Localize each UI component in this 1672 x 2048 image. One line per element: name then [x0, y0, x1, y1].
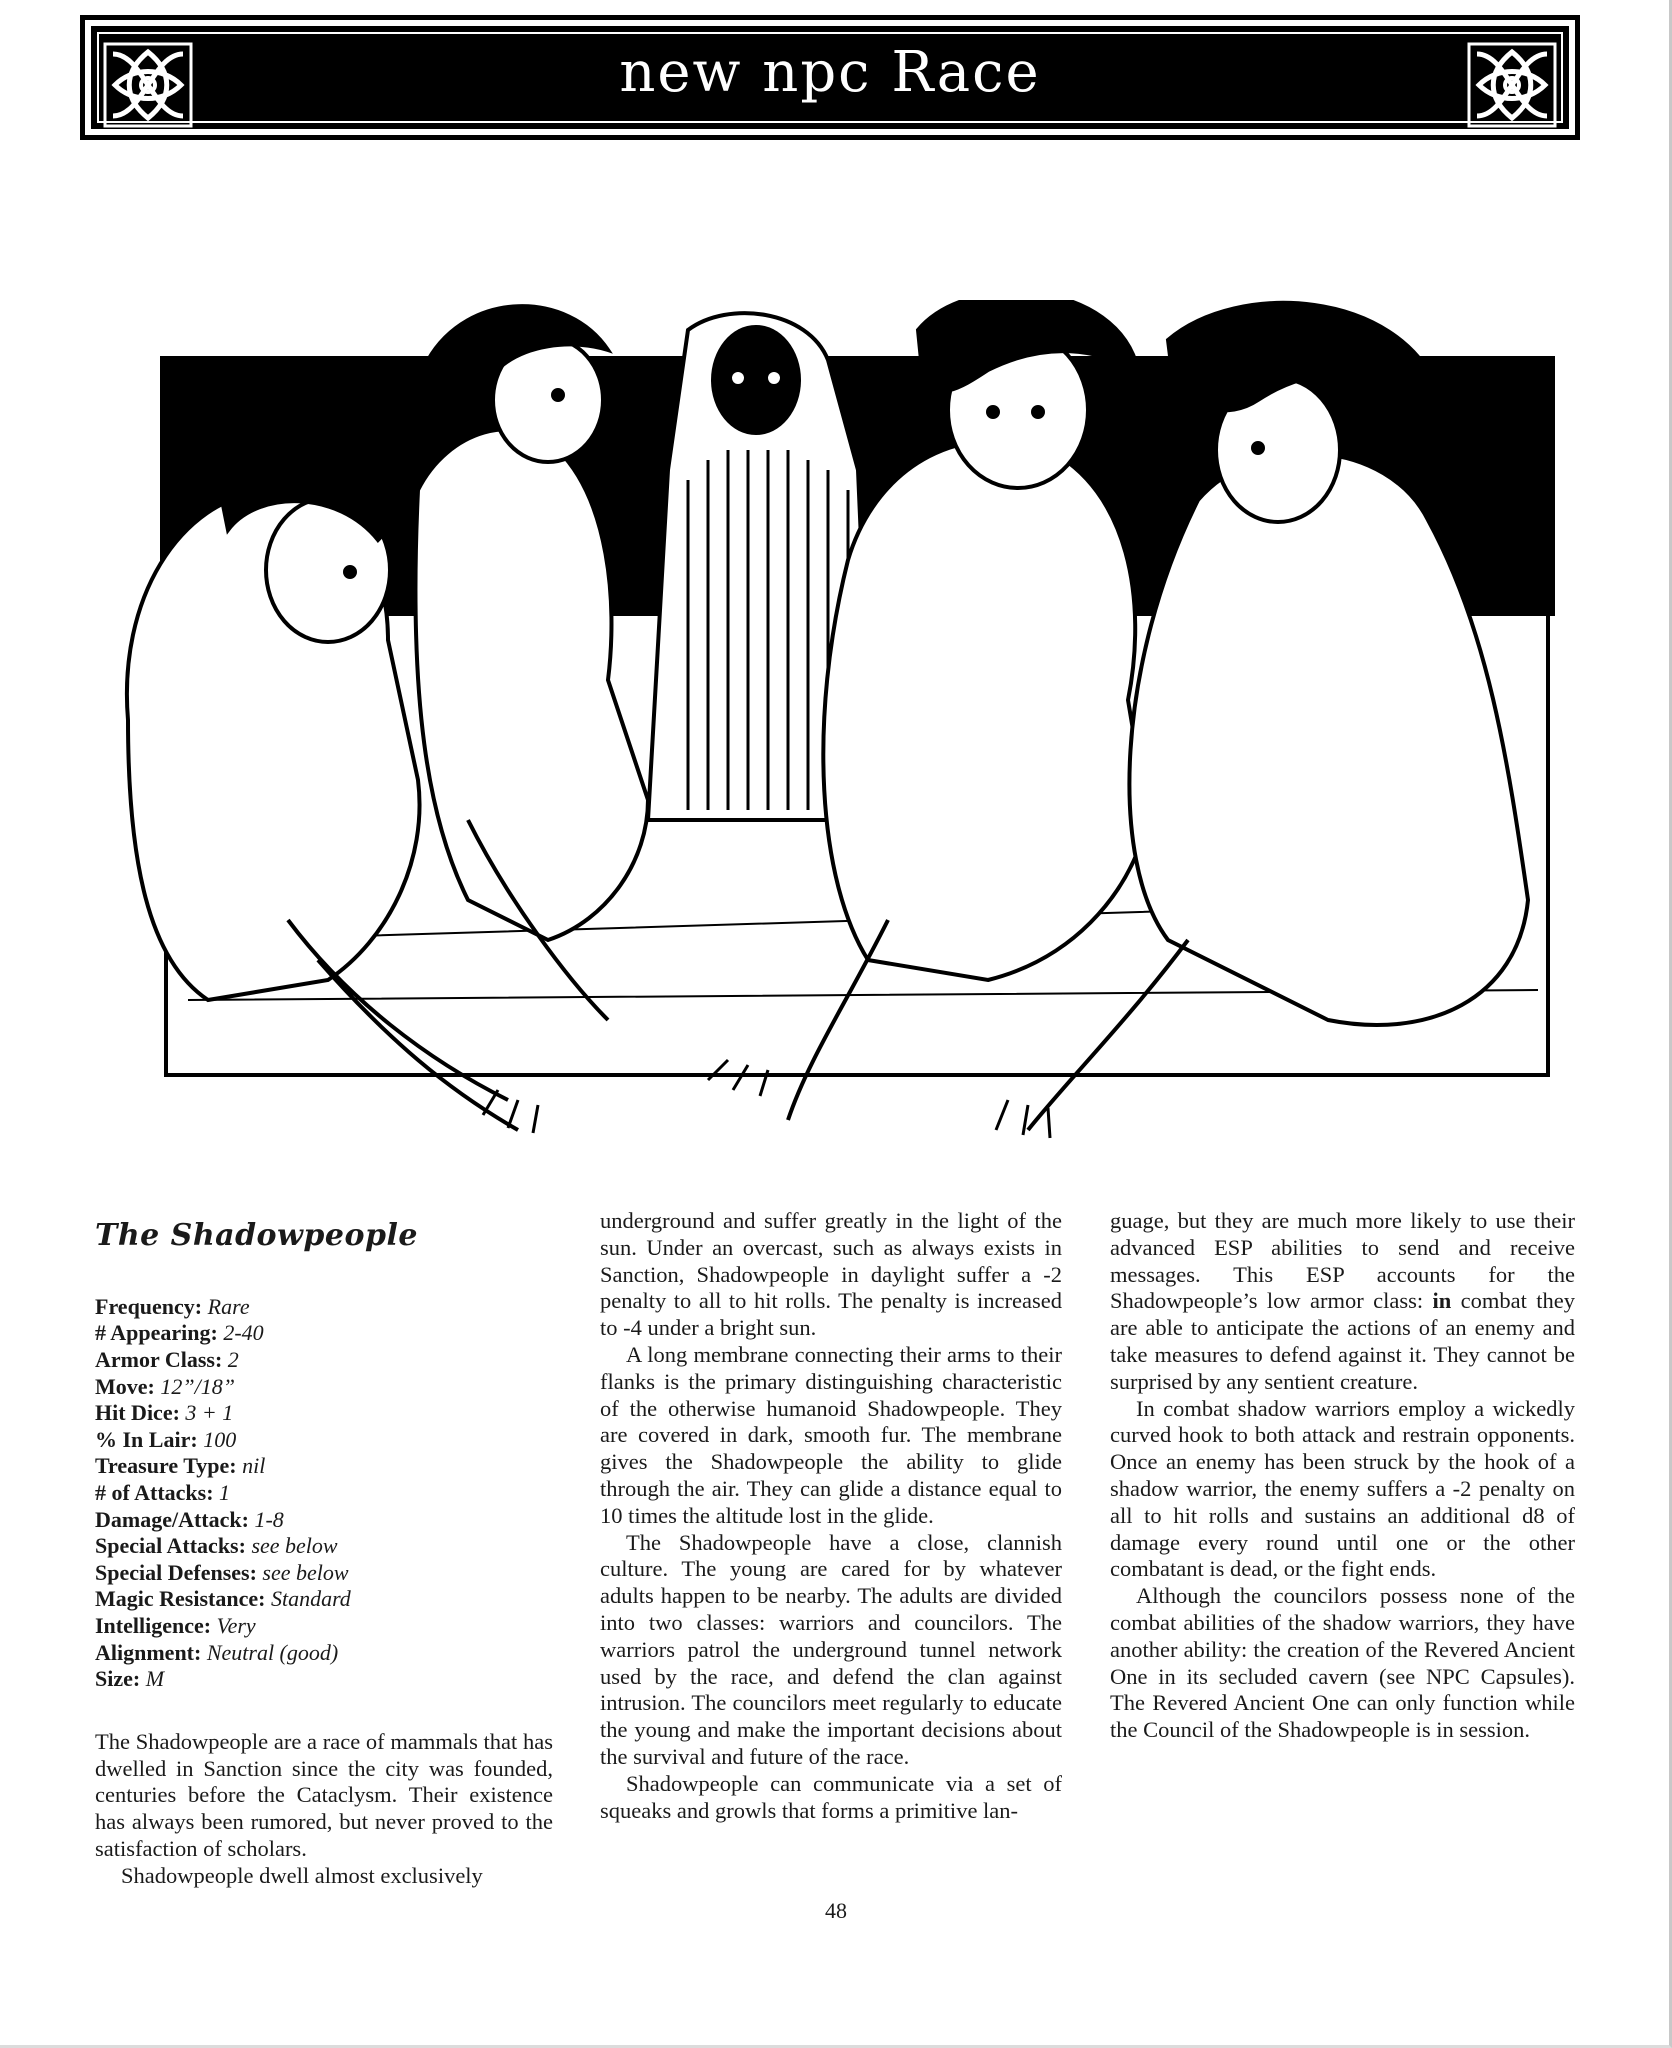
stat-line: [95, 1640, 553, 1667]
stat-label: # Appearing:: [95, 1320, 218, 1346]
stat-label: # of Attacks:: [95, 1479, 214, 1505]
stat-label: Special Attacks:: [95, 1533, 246, 1559]
stat-label: Move:: [95, 1373, 155, 1399]
body-paragraph: [1110, 1208, 1575, 1396]
body-paragraph: underground and suffer greatly in the light of the sun. Under an overcast, such as always exists in Sanction, Shadowpeople in daylight suffer a -2 penalty to all to hit rolls. The penalty is increased to -4 under a bright sun.: [600, 1208, 1062, 1341]
page-number: 48: [825, 1898, 847, 1923]
stat-value: see below: [251, 1533, 338, 1559]
stat-line: [95, 1427, 553, 1454]
body-paragraph: Shadowpeople dwell almost exclusively: [121, 1862, 483, 1888]
stat-label: % In Lair:: [95, 1426, 198, 1452]
body-paragraph: In combat shadow warriors employ a wickedly curved hook to both attack and restrain opponents. Once an enemy has been struck by the hook of a shadow warrior, the enemy suffers a -2 penalty on all to hit rolls and sustains an additional d8 of damage every round until one or the other combatant is dead, or the fight ends.: [1110, 1395, 1575, 1582]
stat-value: see below: [262, 1559, 349, 1585]
stat-label: Armor Class:: [95, 1346, 223, 1372]
stat-line: [95, 1560, 553, 1587]
stat-value: Standard: [270, 1586, 351, 1612]
stat-line: [95, 1507, 553, 1534]
stat-line: [95, 1347, 553, 1374]
body-paragraph: A long membrane connecting their arms to their flanks is the primary distinguishing characteristic of the otherwise humanoid Shadowpeople. They are covered in dark, smooth fur. The membrane gives the Shadowpeople the ability to glide through the air. They can glide a distance equal to 10 times the altitude lost in the glide.: [600, 1341, 1062, 1528]
stat-label: Treasure Type:: [95, 1453, 237, 1479]
banner-title: new npc Race: [619, 40, 1041, 105]
shadowpeople-illustration: [88, 300, 1618, 1170]
stat-value: 100: [203, 1426, 237, 1452]
stat-line: [95, 1453, 553, 1480]
stat-label: Intelligence:: [95, 1612, 212, 1638]
stat-line: [95, 1666, 553, 1693]
stat-value: M: [145, 1666, 165, 1692]
banner-inner: [91, 26, 1569, 129]
stat-label: Special Defenses:: [95, 1559, 257, 1585]
stat-value: Rare: [207, 1293, 250, 1319]
stat-line: [95, 1294, 553, 1321]
stat-line: [95, 1320, 553, 1347]
stat-value: 1-8: [254, 1506, 284, 1532]
stat-label: Size:: [95, 1666, 141, 1692]
column-2: [600, 1208, 1062, 1824]
stat-value: 3 + 1: [185, 1400, 234, 1426]
stat-line: [95, 1400, 553, 1427]
stat-value: nil: [242, 1453, 266, 1479]
stat-line: [95, 1613, 553, 1640]
stat-label: Hit Dice:: [95, 1400, 180, 1426]
celtic-knot-icon: [103, 42, 193, 128]
stat-block: [95, 1294, 553, 1693]
stat-label: Magic Resistance:: [95, 1586, 266, 1612]
text-span: guage, but they are much more likely to use their advanced ESP abilities to send and receive messages. This ESP accounts for the Shadowpeople’s low armor class:: [1110, 1208, 1575, 1314]
stat-label: Frequency:: [95, 1293, 203, 1319]
column-1: [95, 1208, 553, 1889]
body-paragraph: Although the councilors possess none of the combat abilities of the shadow warriors, they have another ability: the creation of the Revered Ancient One in its secluded cavern (see NPC Capsules). The Revered Ancient One can only function while the Council of the Shadowpeople is in session.: [1110, 1583, 1575, 1743]
column-3: [1110, 1208, 1575, 1744]
body-paragraph: The Shadowpeople have a close, clannish culture. The young are cared for by whatever adults happen to be nearby. The adults are divided into two classes: warriors and councilors. The warriors patrol the underground tunnel network used by the race, and defend the clan against intrusion. The councilors meet regularly to educate the young and make the important decisions about the survival and future of the race.: [600, 1529, 1062, 1769]
stat-value: 12”/18”: [160, 1373, 235, 1399]
stat-value: 2: [227, 1346, 239, 1372]
celtic-knot-icon: [1467, 42, 1557, 128]
stat-line: [95, 1374, 553, 1401]
stat-label: Damage/Attack:: [95, 1506, 249, 1532]
stat-line: [95, 1586, 553, 1613]
bold-word: in: [1432, 1288, 1452, 1314]
stat-label: Alignment:: [95, 1639, 202, 1665]
section-title: The Shadowpeople: [95, 1218, 418, 1253]
stat-value: Very: [216, 1612, 256, 1638]
body-paragraph: The Shadowpeople are a race of mammals that has dwelled in Sanction since the city was founded, centuries before the Cataclysm. Their existence has always been rumored, but never proved to the satisfaction of scholars.: [95, 1728, 553, 1861]
stat-value: 2-40: [223, 1320, 264, 1346]
stat-value: 1: [219, 1479, 231, 1505]
stat-line: [95, 1533, 553, 1560]
stat-value: Neutral (good): [206, 1639, 339, 1665]
header-banner: [80, 15, 1580, 140]
text-span: combat they are able to anticipate the actions of an enemy and take measures to defend against it. They cannot be surprised by any sentient creature.: [1110, 1288, 1576, 1394]
stat-line: [95, 1480, 553, 1507]
body-paragraph: Shadowpeople can communicate via a set of squeaks and growls that forms a primitive lan-: [600, 1770, 1062, 1823]
